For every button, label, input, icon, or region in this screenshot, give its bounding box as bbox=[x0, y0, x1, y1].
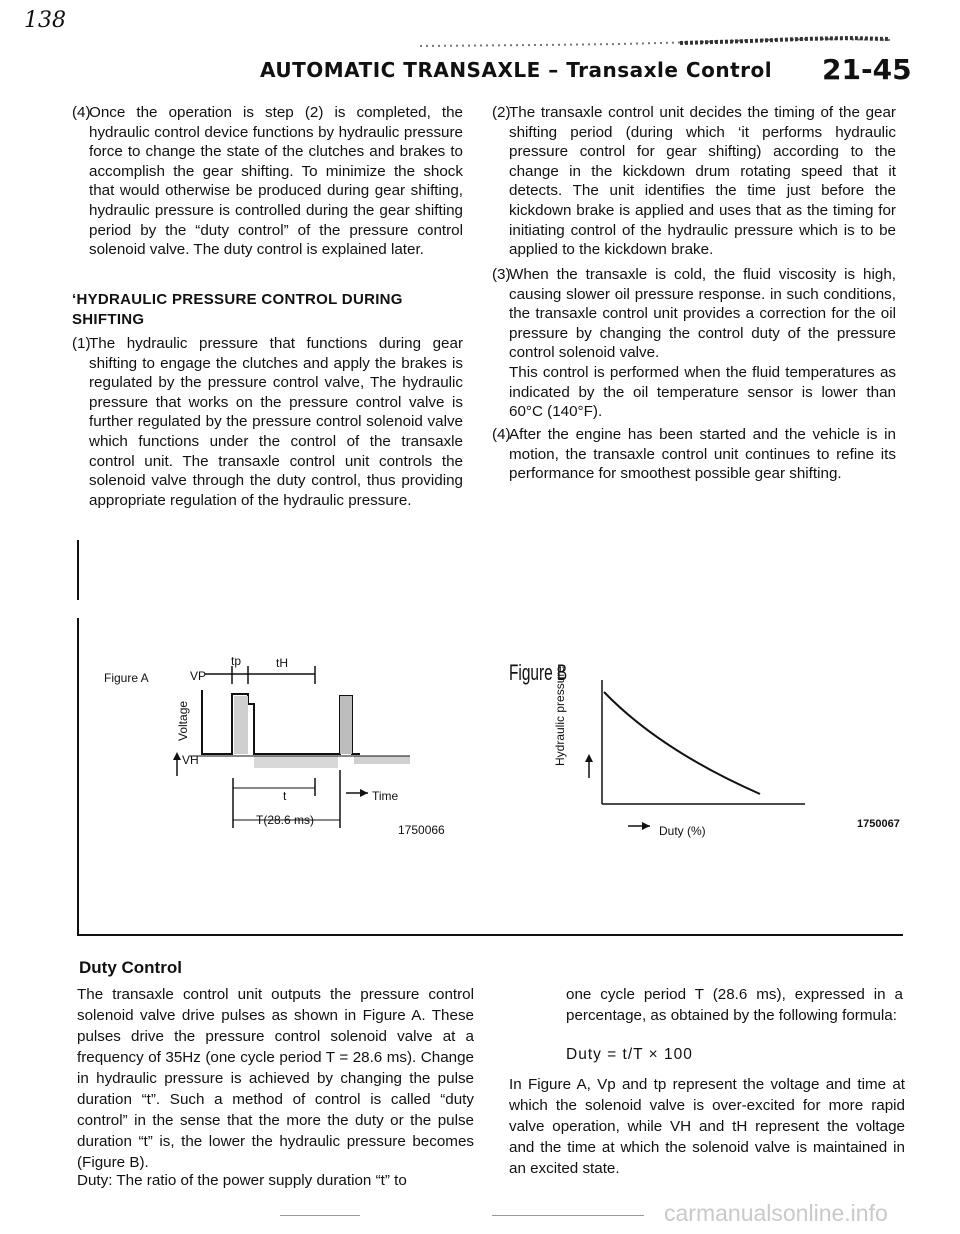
item-number: (2) bbox=[492, 104, 511, 121]
margin-rule bbox=[77, 540, 79, 600]
footer-rule-left bbox=[280, 1215, 360, 1216]
figure-b-label: Figure B bbox=[509, 660, 568, 685]
item-number: (4) bbox=[492, 426, 511, 443]
item-number: (3) bbox=[492, 266, 511, 283]
right-item-4 bbox=[492, 425, 896, 484]
item-text: After the engine has been started and the vehicle is in motion, the transaxle control unit continues to refine its performance for smoothest possible gear shifting. bbox=[509, 426, 896, 483]
figure-a-vp: VP bbox=[190, 669, 207, 683]
figure-a-t-label: t bbox=[283, 789, 287, 803]
right-item-2 bbox=[492, 103, 896, 260]
duty-paragraph-2: Duty: The ratio of the power supply duration “t” to bbox=[77, 1172, 407, 1189]
page-number: 21-45 bbox=[822, 53, 912, 86]
figure-b-x-axis-label: Duty (%) bbox=[659, 824, 706, 838]
item-text: The hydraulic pressure that functions during gear shifting to engage the clutches and apply the brakes is regulated by the pressure control valve, The hydraulic pressure that works on the pressure control valve is further regulated by the pressure control solenoid valve which functions under the control of the transaxle control unit. The transaxle control unit controls the solenoid valve through the duty control, thus providing appropriate regulation of the hydraulic pressure. bbox=[89, 335, 463, 509]
duty-right-paragraph-2: In Figure A, Vp and tp represent the voltage and time at which the solenoid valve is over-excited for more rapid valve operation, while VH and tH represent the voltage and the time at which the solenoid valve is maintained in an excited state. bbox=[509, 1076, 905, 1177]
figure-a-code: 1750066 bbox=[398, 823, 445, 837]
left-item-4 bbox=[72, 103, 463, 260]
left-item-1 bbox=[72, 334, 463, 510]
item-text: Once the operation is step (2) is completed, the hydraulic control device functions by hydraulic pressure force to change the state of the clutches and brakes to accomplish the gear shifting. To minimize the shock that would otherwise be produced during gear shifting, hydraulic pressure is controlled during the gear shifting period by the “duty control” of the pressure control solenoid valve. The duty control is explained later. bbox=[89, 104, 463, 259]
figure-box-left-border bbox=[77, 618, 79, 936]
figure-a-tp: tp bbox=[231, 654, 242, 668]
figure-box-bottom-border bbox=[77, 934, 903, 936]
right-item-3 bbox=[492, 265, 896, 422]
figure-a-time-label: Time bbox=[372, 789, 399, 803]
section-heading-hydraulic: ‘HYDRAULIC PRESSURE CONTROL DURING SHIFTING bbox=[72, 291, 403, 328]
duty-formula: Duty = t/T × 100 bbox=[566, 1046, 693, 1063]
figure-a-th: tH bbox=[276, 656, 288, 670]
item-text: When the transaxle is cold, the fluid viscosity is high, causing slower oil pressure response. in such conditions, the transaxle control unit provides a correction for the oil pressure by changing the control duty of the pressure control solenoid valve. bbox=[509, 266, 896, 362]
footer-watermark: carmanualsonline.info bbox=[664, 1200, 888, 1226]
footer-rule-right bbox=[492, 1215, 644, 1216]
item-text-continued: This control is performed when the fluid temperatures as indicated by the oil temperature sensor is lower than 60°C (140°F). bbox=[509, 363, 896, 421]
duty-right-paragraph-1: one cycle period T (28.6 ms), expressed in a percentage, as obtained by the following formula: bbox=[566, 986, 903, 1024]
figure-b-curve bbox=[570, 670, 810, 840]
handwritten-page-note: 138 bbox=[24, 8, 66, 33]
figure-b-code: 1750067 bbox=[857, 818, 900, 830]
figure-a-y-axis-label: Voltage bbox=[176, 700, 190, 741]
page-header-title: AUTOMATIC TRANSAXLE – Transaxle Control bbox=[260, 58, 773, 82]
figure-a-label: Figure A bbox=[104, 671, 149, 685]
duty-control-heading: Duty Control bbox=[79, 958, 182, 977]
item-text: The transaxle control unit decides the timing of the gear shifting period (during which ‘it performs hydraulic pressure control for gear shifting) according to the change in the kickdown drum rotating speed that it detects. The unit identifies the time just before the kickdown brake is applied and uses that as the timing for initiating control of the hydraulic pressure which is to be applied to the kickdown brake. bbox=[509, 104, 896, 259]
figure-a-vh: VH bbox=[182, 753, 199, 767]
item-number: (4) bbox=[72, 104, 91, 121]
scan-noise bbox=[420, 34, 900, 54]
figure-b-y-axis-label: Hydraulic pressure bbox=[553, 665, 567, 766]
duty-paragraph-1: The transaxle control unit outputs the pressure control solenoid valve drive pulses as shown in Figure A. These pulses drive the pressure control solenoid valve at a frequency of 35Hz (one cycle period T = 28.6 ms). Change in hydraulic pressure is achieved by changing the pulse duration “t”. Such a method of control is called “duty control” in the sense that the more the duty or the pulse duration “t” is, the lower the hydraulic pressure becomes (Figure B). bbox=[77, 986, 474, 1171]
figure-a-period-label: T(28.6 ms) bbox=[256, 813, 315, 827]
figure-a-pulse-diagram bbox=[150, 660, 420, 840]
item-number: (1) bbox=[72, 335, 91, 352]
